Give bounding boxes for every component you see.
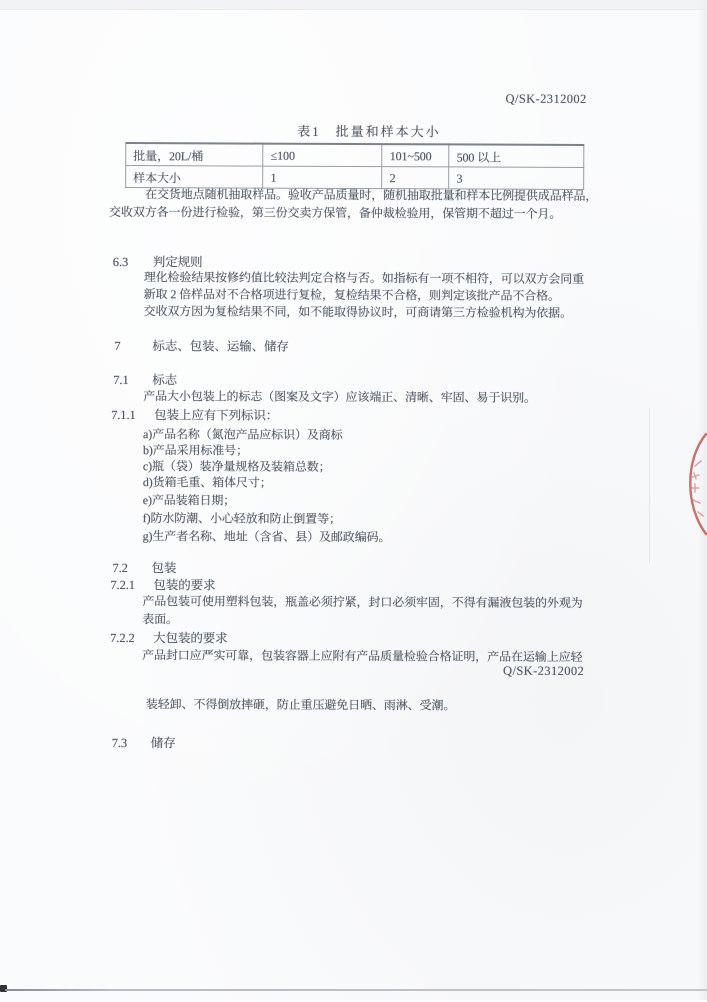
- marking-list-item: c)瓶（袋）装净量规格及装箱总数；: [142, 459, 331, 474]
- table-cell: 1: [263, 166, 382, 189]
- table1-block: [125, 120, 584, 190]
- section-heading-7-2: [112, 558, 176, 576]
- section-6-3-body-line: 理化检验结果按修约值比较法判定合格与否。如指标有一项不相符，可以双方会同重: [143, 270, 585, 287]
- section-heading-7-3: [112, 733, 176, 751]
- table-cell: 样本大小: [126, 166, 263, 189]
- sampling-paragraph-line: 在交货地点随机抽取样品。验收产品质量时，随机抽取批量和样本比例提供成品样品，: [145, 187, 598, 204]
- section-title: 标志: [152, 373, 178, 388]
- red-seal-stamp-partial: [675, 432, 707, 537]
- scan-artifact-vertical-line: [649, 408, 650, 563]
- section-title: 储存: [150, 736, 176, 751]
- section-heading-7-2-2: [110, 628, 227, 647]
- section-6-3-body-line: 交收双方因为复检结果不同，如不能取得协议时，可商请第三方检验机构为依据。: [143, 304, 573, 320]
- section-title: 包装: [151, 561, 177, 576]
- table-cell: 批量，20L/桶: [126, 143, 263, 166]
- section-6-3-body-line: 新取 2 倍样品对不合格项进行复检，复检结果不合格，则判定该批产品不合格。: [143, 287, 561, 303]
- table-row: [126, 143, 584, 167]
- table-cell: 2: [382, 167, 449, 189]
- scan-bottom-edge-line: [5, 989, 707, 991]
- marking-list-item: a)产品名称（氮泡产品应标识）及商标: [143, 427, 343, 442]
- section-number: 7.2.2: [110, 630, 135, 646]
- section-heading-7-2-1: [110, 575, 215, 593]
- marking-list-item: e)产品装箱日期；: [142, 493, 236, 508]
- marking-list-item: d)货箱毛重、箱体尺寸；: [142, 475, 272, 490]
- table-cell: ≤100: [263, 144, 382, 167]
- section-heading-7-1: [113, 370, 177, 388]
- section-title: 包装的要求: [153, 578, 216, 593]
- section-title: 大包装的要求: [153, 631, 228, 646]
- table-cell: 500 以上: [449, 144, 584, 167]
- section-7-1-body-line: 产品大小包装上的标志（图案及文字）应该端正、清晰、牢固、易于识别。: [143, 389, 536, 405]
- section-number: 7.1.1: [111, 407, 136, 423]
- section-number: 7.3: [111, 735, 128, 751]
- marking-list-item: g)生产者名称、地址（含省、县）及邮政编码。: [142, 529, 391, 545]
- section-7-2-1-body-line: 产品包装可使用塑料包装，瓶盖必须拧紧，封口必须牢固，不得有漏液包装的外观为: [142, 594, 583, 610]
- doc-reference-header: Q/SK-2312002: [505, 91, 587, 107]
- section-number: 7.1: [113, 372, 129, 388]
- section-title: 标志、包装、运输、储存: [152, 339, 289, 354]
- section-number: 7.2: [112, 560, 128, 576]
- section-number: 6.3: [112, 254, 129, 270]
- table-cell: 101~500: [382, 144, 449, 167]
- sampling-paragraph-line: 交收双方各一份进行检验，第三份交卖方保管，备仲裁检验用，保管期不超过一个月。: [109, 204, 562, 221]
- section-number: 7.2.1: [110, 577, 135, 593]
- table1: [125, 142, 584, 190]
- section-7-2-1-body-line: 表面。: [142, 612, 178, 627]
- section-number: 7: [114, 338, 121, 353]
- table1-title: 表1 批量和样本大小: [297, 123, 441, 140]
- doc-reference-mid-page: Q/SK-2312002: [503, 663, 585, 679]
- marking-list-item: f)防水防潮、小心轻放和防止倒置等；: [142, 511, 341, 526]
- table-cell: 3: [449, 167, 584, 190]
- section-7-2-2-body-line: 产品封口应严实可靠，包装容器上应附有产品质量检验合格证明，产品在运输上应轻: [142, 648, 583, 664]
- section-title: 包装上应有下列标识：: [154, 408, 279, 423]
- section-heading-7: [114, 336, 288, 355]
- section-title: 判定规则: [152, 255, 203, 270]
- marking-list-item: b)产品采用标准号；: [142, 443, 249, 458]
- section-heading-7-1-1: [111, 405, 278, 424]
- section-7-2-2-continuation-line: 装轻卸、不得倒放摔砸，防止重压避免日晒、雨淋、受潮。: [145, 697, 456, 713]
